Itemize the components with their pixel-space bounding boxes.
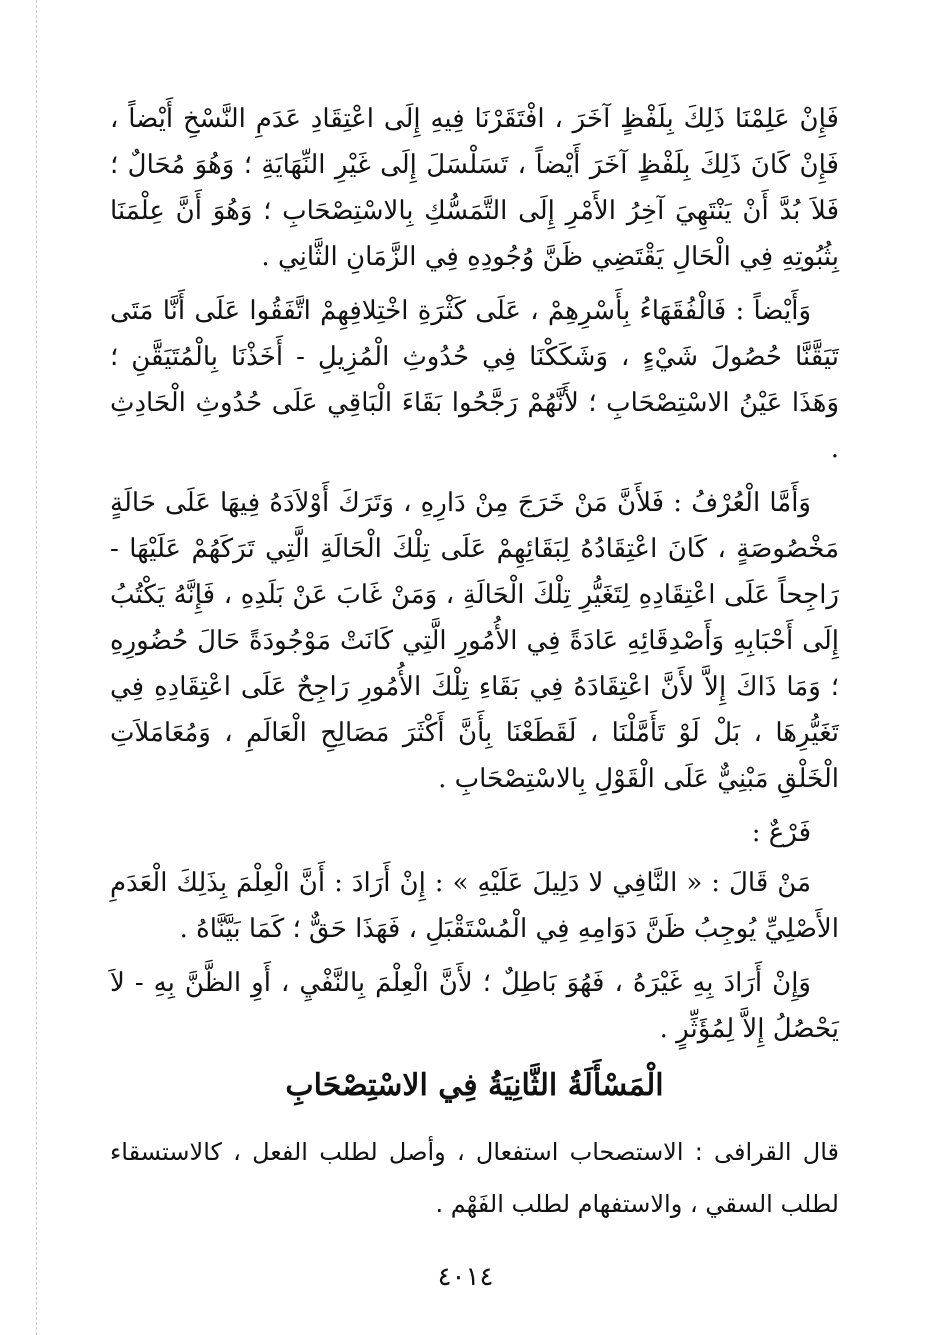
binding-guide-line [36, 0, 37, 1335]
subheading-far: فَرْعٌ : [751, 818, 811, 848]
paragraph-3: وَأَمَّا الْعُرْفُ : فَلأَنَّ مَنْ خَرَجَ مِنْ دَارِهِ ، وَتَرَكَ أَوْلاَدَهُ فِيهَا عَلَى حَالَةٍ مَخْصُوصَةٍ ، كَانَ اعْتِقَادُهُ لِبَقَائِهِمْ عَلَى تِلْكَ الْحَالَةِ الَّتِي تَرَكَهُمْ عَلَيْهَا - رَاجِحاً عَلَى اعْتِقَادِهِ لِتَغَيُّرِ تِلْكَ الْحَالَةِ ، وَمَنْ غَابَ عَنْ بَلَدِهِ ، فَإِنَّهُ يَكْتُبُ إِلَى أَحْبَابِهِ وَأَصْدِقَائِهِ عَادَةً فِي الأُمُورِ الَّتِي كَانَتْ مَوْجُودَةً حَالَ حُضُورِهِ ؛ وَمَا ذَاكَ إِلاَّ لأَنَّ اعْتِقَادَهُ فِي بَقَاءِ تِلْكَ الأُمُورِ رَاجِحٌ عَلَى اعْتِقَادِهِ فِي تَغَيُّرِهَا ، بَلْ لَوْ تَأَمَّلْنَا ، لَقَطَعْنَا بِأَنَّ أَكْثَرَ مَصَالِحِ الْعَالَمِ ، وَمُعَامَلاَتِ الْخَلْقِ مَبْنِيٌّ عَلَى الْقَوْلِ بِالاسْتِصْحَابِ . [110, 488, 839, 794]
main-text [110, 96, 839, 1060]
page-number: ٤٠١٤ [437, 1262, 494, 1292]
section-title: الْمَسْأَلَةُ الثَّانِيَةُ فِي الاسْتِصْحَابِ [285, 1068, 664, 1103]
commentary-text: قال القرافى : الاستصحاب استفعال ، وأصل لطلب الفعل ، كالاستسقاء لطلب السقي ، والاستفهام لطلب الفَهْم . [110, 1138, 839, 1218]
paragraph-2: وَأَيْضاً : فَالْفُقَهَاءُ بِأَسْرِهِمْ ، عَلَى كَثْرَةِ اخْتِلافِهِمْ اتَّفَقُوا عَلَى أَنَّا مَتَى تَيَقَّنَّا حُصُولَ شَيْءٍ ، وَشَكَكْنَا فِي حُدُوثِ الْمُزِيلِ - أَخَذْنَا بِالْمُتَيَقَّنِ ؛ وَهَذَا عَيْنُ الاسْتِصْحَابِ ؛ لأَنَّهُمْ رَجَّحُوا بَقَاءَ الْبَاقِي عَلَى حُدُوثِ الْحَادِثِ . [110, 296, 839, 464]
paragraph-1: فَإِنْ عَلِمْنَا ذَلِكَ بِلَفْظٍ آخَرَ ، افْتَقَرْنَا فِيهِ إِلَى اعْتِقَادِ عَدَمِ النَّسْخِ أَيْضاً ، فَإِنْ كَانَ ذَلِكَ بِلَفْظٍ آخَرَ أَيْضاً ، تَسَلْسَلَ إِلَى غَيْرِ النِّهَايَةِ ؛ وَهُوَ مُحَالٌ ؛ فَلاَ بُدَّ أَنْ يَنْتَهِيَ آخِرُ الأَمْرِ إِلَى التَّمَسُّكِ بِالاسْتِصْحَابِ ؛ وَهُوَ أَنَّ عِلْمَنَا بِثُبُوتِهِ فِي الْحَالِ يَقْتَضِي ظَنَّ وُجُودِهِ فِي الزَّمَانِ الثَّانِي . [110, 104, 839, 272]
paragraph-5: وَإِنْ أَرَادَ بِهِ غَيْرَهُ ، فَهُوَ بَاطِلٌ ؛ لأَنَّ الْعِلْمَ بِالنَّفْيِ ، أَوِ الظَّنَّ بِهِ - لاَ يَحْصُلُ إِلاَّ لِمُؤَثِّرٍ . [110, 968, 839, 1044]
paragraph-4: مَنْ قَالَ : « النَّافِي لا دَلِيلَ عَلَيْهِ » : إِنْ أَرَادَ : أَنَّ الْعِلْمَ بِذَلِكَ الْعَدَمِ الأَصْلِيِّ يُوجِبُ ظَنَّ دَوَامِهِ فِي الْمُسْتَقْبَلِ ، فَهَذَا حَقٌّ ؛ كَمَا بَيَّنَّاهُ . [110, 868, 839, 944]
